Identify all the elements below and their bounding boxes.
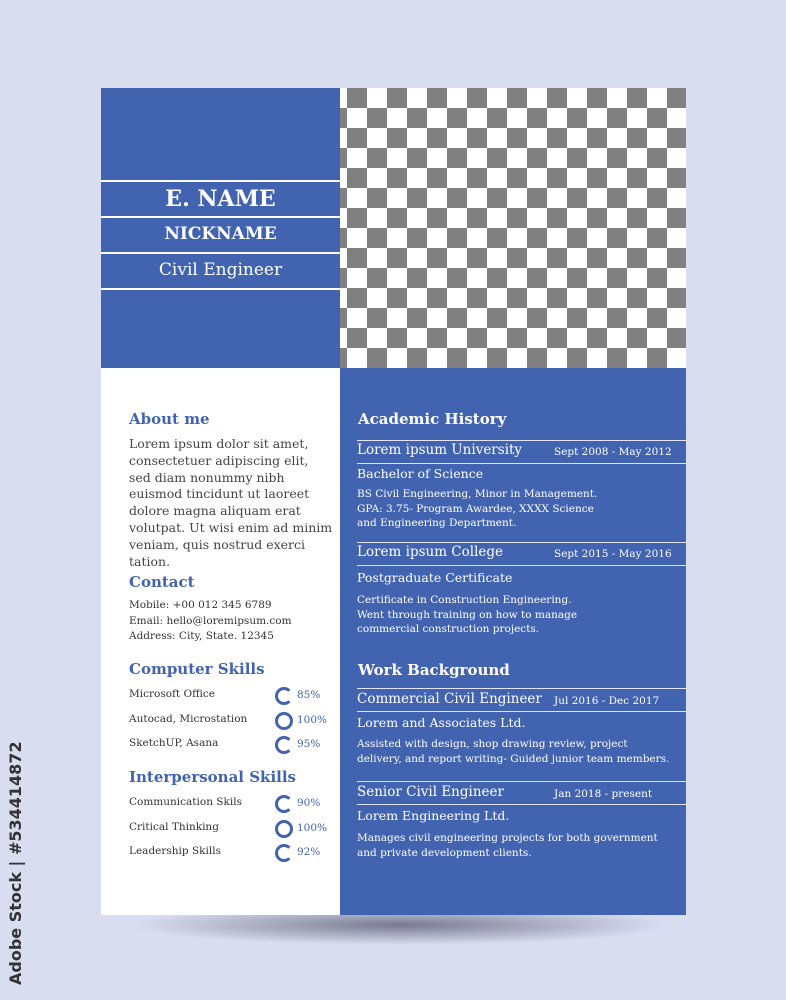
contact-address: Address: City, State. 12345 [129,630,274,642]
divider [101,216,340,218]
desc-line: GPA: 3.75- Program Awardee, XXXX Science [357,502,594,515]
progress-ring-icon [275,736,293,754]
about-heading: About me [129,410,210,428]
desc-line: BS Civil Engineering, Minor in Management. [357,488,598,500]
school-dates: Sept 2015 - May 2016 [554,548,672,560]
right-column [340,368,686,915]
interpersonal-skills-heading: Interpersonal Skills [129,768,296,786]
school-dates: Sept 2008 - May 2012 [554,446,672,458]
school-name: Lorem ipsum University [357,442,523,458]
job-dates: Jan 2018 - present [554,788,653,800]
nickname: NICKNAME [164,224,277,244]
company: Lorem Engineering Ltd. [357,808,510,823]
photo-placeholder [340,88,686,368]
stock-id-text: Adobe Stock | #534414872 [6,741,25,985]
progress-ring-icon [275,687,293,705]
skill-row [129,735,334,753]
degree: Postgraduate Certificate [357,570,513,585]
contact-heading: Contact [129,573,195,591]
divider [101,288,340,290]
skill-row [129,843,334,861]
contact-email: Email: hello@loremipsum.com [129,614,292,627]
school-description [357,593,577,637]
company: Lorem and Associates Ltd. [357,715,526,730]
skill-label: Communication Skils [129,796,242,808]
desc-line: delivery, and report writing- Guided junior team members. [357,752,670,765]
desc-line: Certificate in Construction Engineering. [357,594,572,606]
divider [357,463,686,464]
left-column [101,368,340,915]
skill-row [129,794,334,812]
divider [357,804,686,805]
job-description [357,737,669,766]
skill-row [129,819,334,837]
school-description [357,487,597,531]
skill-row [129,686,334,704]
skill-label: Critical Thinking [129,821,219,833]
contact-mobile: Mobile: +00 012 345 6789 [129,599,272,611]
skill-label: SketchUP, Asana [129,737,219,749]
full-name: E. NAME [165,186,276,212]
job-role: Senior Civil Engineer [357,784,504,800]
skill-percent: 92% [297,846,321,858]
skill-label: Microsoft Office [129,688,216,700]
academic-heading: Academic History [358,410,507,428]
job-title: Civil Engineer [158,260,283,280]
desc-line: commercial construction projects. [357,623,540,635]
computer-skills-heading: Computer Skills [129,660,265,678]
contact-info [129,598,292,645]
divider [357,440,686,441]
divider [357,781,686,782]
resume-page [101,88,686,915]
progress-ring-icon [275,712,293,730]
desc-line: Manages civil engineering projects for both government [357,832,658,844]
desc-line: Assisted with design, shop drawing review, project [357,738,628,750]
skill-percent: 85% [297,689,321,701]
skill-row [129,711,334,729]
progress-ring-icon [275,820,293,838]
progress-ring-icon [275,795,293,813]
skill-percent: 95% [297,738,321,750]
about-text: Lorem ipsum dolor sit amet, consectetuer adipiscing elit, sed diam nonummy nibh euismod tincidunt ut laoreet dolore magna aliquam erat volutpat. Ut wisi enim ad minim veniam, quis nostrud exerci tation. [129,436,333,569]
job-description [357,831,658,860]
divider [357,542,686,543]
desc-line: and private development clients. [357,846,532,859]
progress-ring-icon [275,844,293,862]
school-name: Lorem ipsum College [357,544,504,560]
divider [101,252,340,254]
header-name-panel [101,88,340,368]
skill-percent: 90% [297,797,321,809]
divider [357,711,686,712]
divider [101,180,340,182]
skill-percent: 100% [297,714,328,726]
skill-percent: 100% [297,822,328,834]
desc-line: Went through training on how to manage [357,608,578,621]
job-dates: Jul 2016 - Dec 2017 [554,695,660,707]
divider [357,688,686,689]
job-role: Commercial Civil Engineer [357,691,542,707]
divider [357,565,686,566]
skill-label: Autocad, Microstation [129,713,248,725]
skill-label: Leadership Skills [129,845,221,857]
degree: Bachelor of Science [357,466,484,481]
desc-line: and Engineering Department. [357,517,517,529]
work-heading: Work Background [358,661,510,679]
